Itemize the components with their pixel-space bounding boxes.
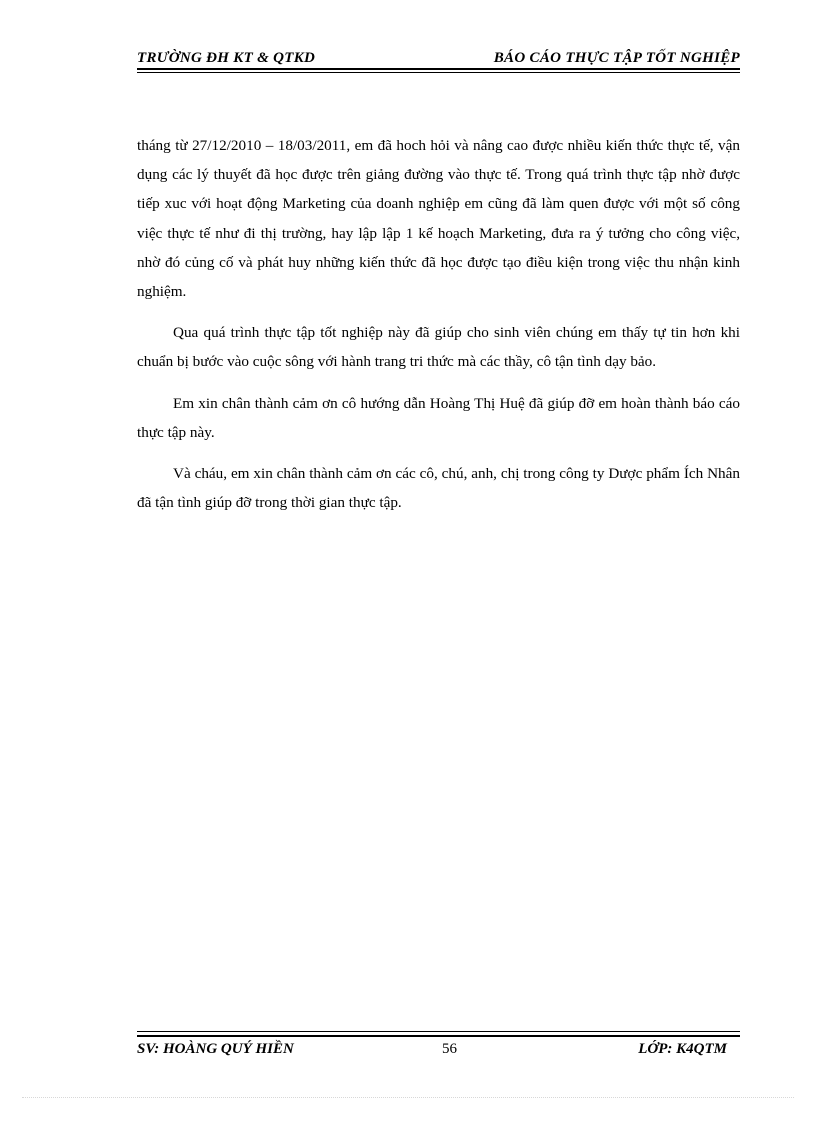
page-edge-divider — [22, 1097, 794, 1098]
paragraph: Qua quá trình thực tập tốt nghiệp này đã giúp cho sinh viên chúng em thấy tự tin hơn khi chuẩn bị bước vào cuộc sông với hành trang tri thức mà các thầy, cô tận tình dạy bảo. — [137, 324, 740, 371]
header-report-title: BÁO CÁO THỰC TẬP TỐT NGHIỆP — [493, 50, 740, 66]
page-header — [137, 50, 740, 68]
page-footer — [137, 1041, 740, 1059]
body-text — [137, 131, 740, 529]
header-school: TRƯỜNG ĐH KT & QTKD — [137, 50, 316, 66]
footer-class: LỚP: K4QTM — [638, 1041, 727, 1057]
paragraph: tháng từ 27/12/2010 – 18/03/2011, em đã hoch hỏi và nâng cao được nhiều kiến thức thực tế, vận dụng các lý thuyết đã học được trên giảng đường vào thực tế. Trong quá trình thực tập nhờ được tiếp xuc với hoạt động Marketing của doanh nghiệp em cũng đã làm quen được với một số công việc thực tế như đi thị trường, hay lập lập 1 kế hoạch Marketing, đưa ra ý tưởng cho công việc, nhờ đó củng cố và phát huy những kiến thức đã học được tạo điều kiện trong việc thu nhận kinh nghiệm. — [137, 137, 740, 301]
footer-student-name: SV: HOÀNG QUÝ HIỀN — [137, 1041, 294, 1057]
page-number: 56 — [442, 1041, 457, 1057]
paragraph: Em xin chân thành cảm ơn cô hướng dẫn Hoàng Thị Huệ đã giúp đỡ em hoàn thành báo cáo thực tập này. — [137, 394, 740, 441]
header-divider — [137, 68, 740, 73]
paragraph: Và cháu, em xin chân thành cảm ơn các cô, chú, anh, chị trong công ty Dược phẩm Ích Nhân đã tận tình giúp đỡ trong thời gian thực tập. — [137, 465, 740, 512]
footer-divider — [137, 1031, 740, 1037]
